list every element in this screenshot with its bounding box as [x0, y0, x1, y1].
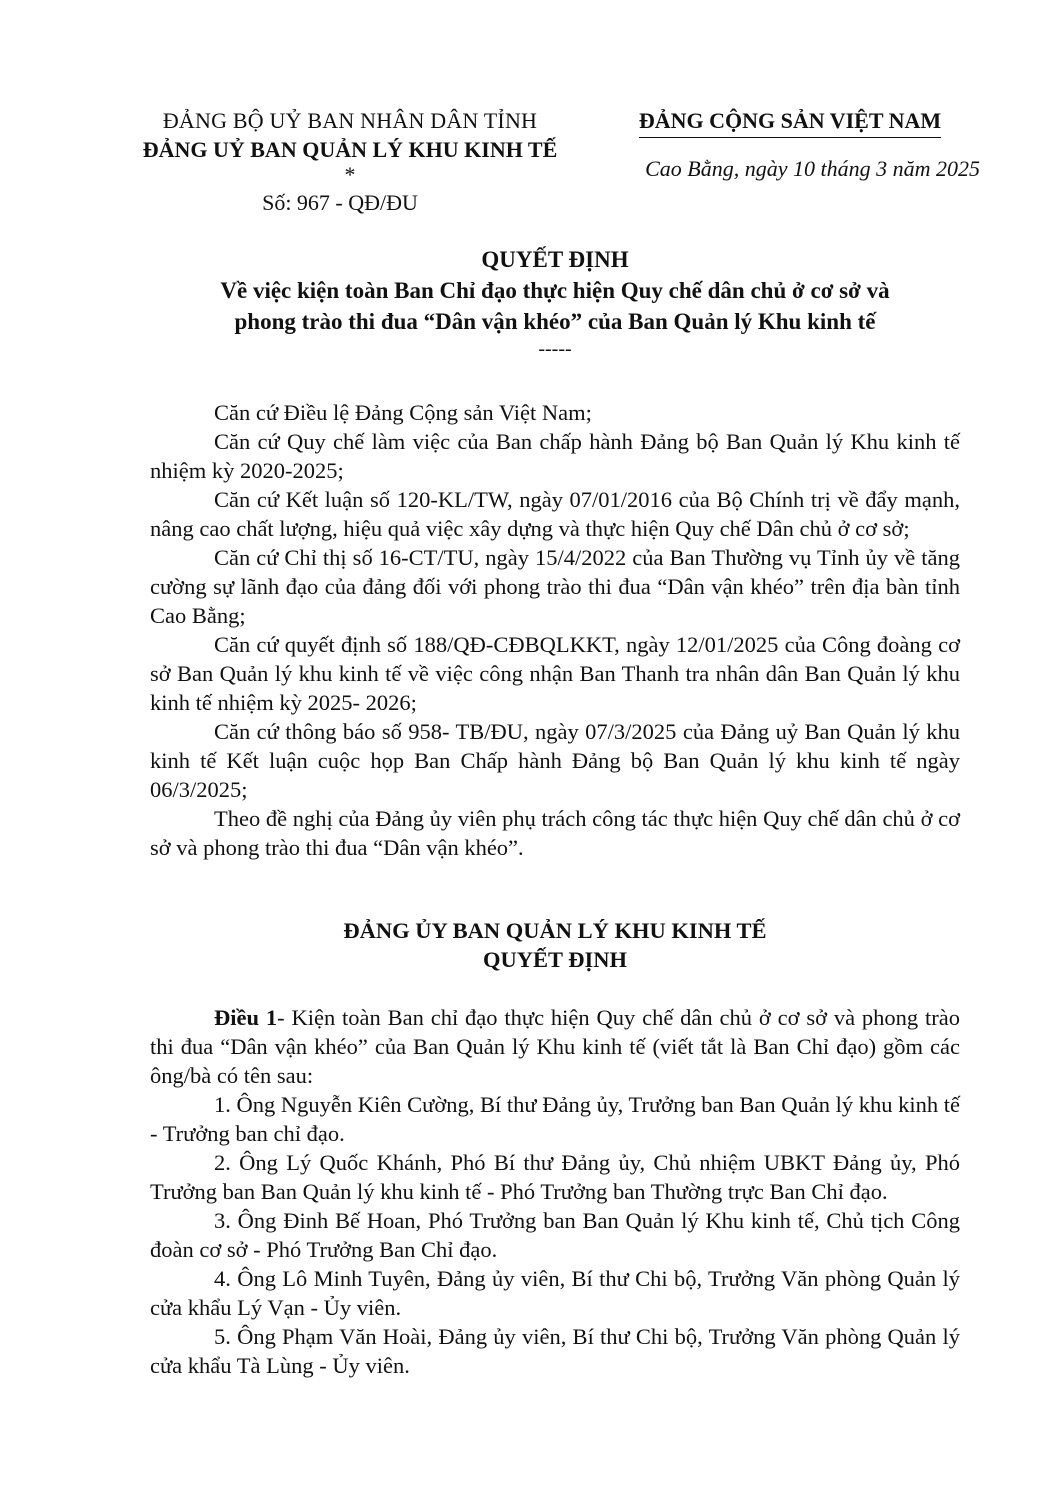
document-type-title: QUYẾT ĐỊNH — [481, 247, 629, 272]
issuing-party-committee: ĐẢNG UỶ BAN QUẢN LÝ KHU KINH TẾ — [142, 137, 558, 162]
parent-party-committee: ĐẢNG BỘ UỶ BAN NHÂN DÂN TỈNH — [162, 108, 538, 133]
document-title-block — [150, 244, 960, 361]
title-separator: ----- — [538, 338, 572, 360]
member-item: 4. Ông Lô Minh Tuyên, Đảng ủy viên, Bí thư Chi bộ, Trưởng Văn phòng Quản lý cửa khẩu Lý Vạn - Ủy viên. — [150, 1266, 960, 1320]
document-number: Số: 967 - QĐ/ĐU — [262, 190, 418, 215]
basis-item: Theo đề nghị của Đảng ủy viên phụ trách công tác thực hiện Quy chế dân chủ ở cơ sở và phong trào thi đua “Dân vận khéo”. — [150, 806, 960, 860]
member-item: 2. Ông Lý Quốc Khánh, Phó Bí thư Đảng ủy, Chủ nhiệm UBKT Đảng ủy, Phó Trưởng ban Ban Quản lý khu kinh tế - Phó Trưởng ban Thường trực Ban Chỉ đạo. — [150, 1150, 960, 1204]
article-1 — [150, 1003, 960, 1380]
basis-item: Căn cứ Quy chế làm việc của Ban chấp hành Đảng bộ Ban Quản lý Khu kinh tế nhiệm kỳ 2020-2025; — [150, 429, 960, 483]
basis-item: Căn cứ thông báo số 958- TB/ĐU, ngày 07/3/2025 của Đảng uỷ Ban Quản lý khu kinh tế Kết luận cuộc họp Ban Chấp hành Đảng bộ Ban Quản lý khu kinh tế ngày 06/3/2025; — [150, 719, 960, 802]
subject-line-2: phong trào thi đua “Dân vận khéo” của Ban Quản lý Khu kinh tế — [234, 309, 876, 334]
basis-item: Căn cứ Chỉ thị số 16-CT/TU, ngày 15/4/2022 của Ban Thường vụ Tỉnh ủy về tăng cường sự lãnh đạo của đảng đối với phong trào thi đua “Dân vận khéo” trên địa bàn tỉnh Cao Bằng; — [150, 545, 960, 628]
issuing-authority-block — [100, 106, 600, 217]
national-party-block — [590, 106, 990, 183]
party-name: ĐẢNG CỘNG SẢN VIỆT NAM — [639, 106, 941, 138]
place-and-date: Cao Bằng, ngày 10 tháng 3 năm 2025 — [645, 156, 980, 181]
legal-bases — [150, 398, 960, 862]
deciding-body: ĐẢNG ỦY BAN QUẢN LÝ KHU KINH TẾ — [343, 918, 767, 943]
header-star: * — [344, 162, 356, 187]
article-text: - Kiện toàn Ban chỉ đạo thực hiện Quy chế dân chủ ở cơ sở và phong trào thi đua “Dân vận khéo” của Ban Quản lý Khu kinh tế (viết tắt là Ban Chỉ đạo) gồm các ông/bà có tên sau: — [150, 1005, 960, 1088]
article-label: Điều 1 — [214, 1005, 278, 1030]
subject-line-1: Về việc kiện toàn Ban Chỉ đạo thực hiện Quy chế dân chủ ở cơ sở và — [220, 278, 890, 303]
member-item: 5. Ông Phạm Văn Hoài, Đảng ủy viên, Bí thư Chi bộ, Trưởng Văn phòng Quản lý cửa khẩu Tà Lùng - Ủy viên. — [150, 1324, 960, 1378]
decision-heading — [150, 916, 960, 974]
article-1-intro — [150, 1003, 960, 1090]
basis-item: Căn cứ quyết định số 188/QĐ-CĐBQLKKT, ngày 12/01/2025 của Công đoàng cơ sở Ban Quản lý khu kinh tế về việc công nhận Ban Thanh tra nhân dân Ban Quản lý khu kinh tế nhiệm kỳ 2025- 2026; — [150, 632, 960, 715]
basis-item: Căn cứ Điều lệ Đảng Cộng sản Việt Nam; — [214, 400, 592, 425]
member-item: 1. Ông Nguyễn Kiên Cường, Bí thư Đảng ủy, Trưởng ban Ban Quản lý khu kinh tế - Trưởng ban chỉ đạo. — [150, 1092, 960, 1146]
member-item: 3. Ông Đinh Bế Hoan, Phó Trưởng ban Ban Quản lý Khu kinh tế, Chủ tịch Công đoàn cơ sở - Phó Trưởng Ban Chỉ đạo. — [150, 1208, 960, 1262]
decision-label: QUYẾT ĐỊNH — [483, 947, 627, 972]
basis-item: Căn cứ Kết luận số 120-KL/TW, ngày 07/01/2016 của Bộ Chính trị về đẩy mạnh, nâng cao chất lượng, hiệu quả việc xây dựng và thực hiện Quy chế Dân chủ ở cơ sở; — [150, 487, 960, 541]
